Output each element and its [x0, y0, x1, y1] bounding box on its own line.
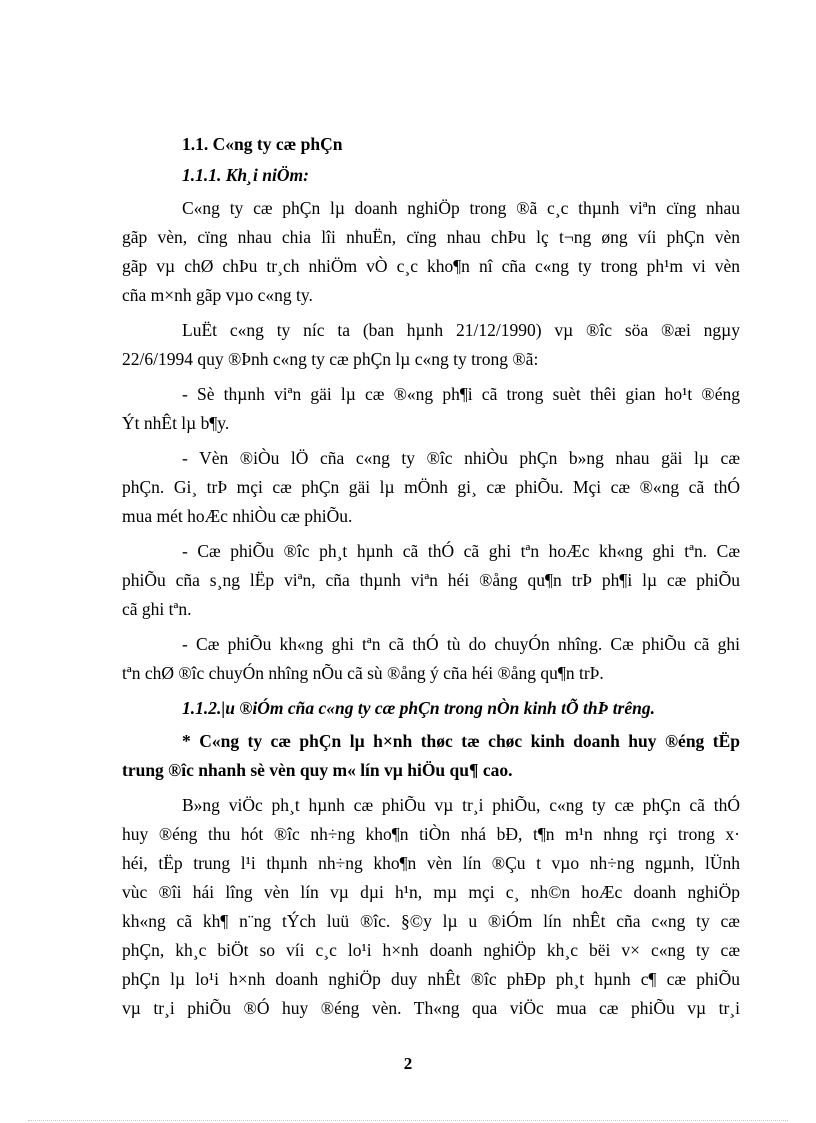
text-line: gãp vèn, cïng nhau chia lîi nhuËn, cïng nhau chÞu lç t¬ng øng víi phÇn vèn	[122, 227, 740, 247]
text-line: - Cæ phiÕu kh«ng ghi tªn cã thÓ tù do chuyÓn nhîng. Cæ phiÕu cã ghi	[182, 634, 740, 654]
text-line: - Sè thµnh viªn gäi lµ cæ ®«ng ph¶i cã trong suèt thêi gian ho¹t ®éng	[182, 384, 740, 404]
text-line: cã ghi tªn.	[122, 599, 192, 619]
paragraph-share-issuance	[122, 537, 740, 624]
text-line: LuËt c«ng ty níc ta (ban hµnh 21/12/1990) vµ ®îc söa ®æi ngµy	[182, 320, 740, 340]
text-line: héi, tËp trung l¹i thµnh nh÷ng kho¶n vèn lín ®Çu t vµo nh÷ng ngµnh, lÜnh	[122, 853, 740, 873]
subsection-heading-advantages: 1.1.2.|u ®iÓm cña c«ng ty cæ phÇn trong nÒn kinh tÕ thÞ trêng.	[182, 698, 655, 718]
paragraph-advantage-capital	[122, 727, 740, 785]
text-line: gãp vµ chØ chÞu tr¸ch nhiÖm vÒ c¸c kho¶n nî cña c«ng ty trong ph¹m vi vèn	[122, 256, 740, 276]
text-line: phÇn. Gi¸ trÞ mçi cæ phÇn gäi lµ mÖnh gi¸ cæ phiÕu. Mçi cæ ®«ng cã thÓ	[122, 477, 740, 497]
text-line: 22/6/1994 quy ®Þnh c«ng ty cæ phÇn lµ c«ng ty trong ®ã:	[122, 349, 539, 369]
page-number: 2	[403, 1054, 413, 1073]
text-line: phÇn lµ lo¹i h×nh doanh nghiÖp duy nhÊt ®îc phÐp ph¸t hµnh c¶ cæ phiÕu	[122, 969, 740, 989]
text-line: trung ®îc nhanh sè vèn quy m« lín vµ hiÖu qu¶ cao.	[122, 760, 513, 780]
section-heading: 1.1. C«ng ty cæ phÇn	[182, 134, 343, 154]
text-line: kh«ng cã kh¶ n¨ng tÝch luü ®îc. §©y lµ u ®iÓm lín nhÊt cña c«ng ty cæ	[122, 911, 740, 931]
text-line: phÇn, kh¸c biÖt so víi c¸c lo¹i h×nh doanh nghiÖp kh¸c bëi v× c«ng ty cæ	[122, 940, 740, 960]
text-line: vùc ®îi hái lîng vèn lín vµ dµi h¹n, mµ mçi c¸ nh©n hoÆc doanh nghiÖp	[122, 882, 740, 902]
paragraph-shareholders	[122, 380, 740, 438]
document-body	[122, 130, 740, 1029]
paragraph-definition	[122, 194, 740, 310]
paragraph-company-law	[122, 316, 740, 374]
text-line: - Vèn ®iÒu lÖ cña c«ng ty ®îc nhiÒu phÇn b»ng nhau gäi lµ cæ	[182, 448, 740, 468]
subsection-heading-definition: 1.1.1. Kh¸i niÖm:	[182, 165, 309, 185]
paragraph-stock-issuance	[122, 791, 740, 1023]
text-line: mua mét hoÆc nhiÒu cæ phiÕu.	[122, 506, 353, 526]
page-bottom-divider	[28, 1120, 788, 1121]
text-line: vµ tr¸i phiÕu ®Ó huy ®éng vèn. Th«ng qua viÖc mua cæ phiÕu vµ tr¸i	[122, 998, 740, 1018]
paragraph-share-transfer	[122, 630, 740, 688]
text-line: huy ®éng thu hót ®îc nh÷ng kho¶n tiÒn nhá bÐ, t¶n m¹n nhng rçi trong x·	[122, 824, 740, 844]
text-line: C«ng ty cæ phÇn lµ doanh nghiÖp trong ®ã c¸c thµnh viªn cïng nhau	[182, 198, 740, 218]
text-line: cña m×nh gãp vµo c«ng ty.	[122, 285, 313, 305]
text-line: Ýt nhÊt lµ b¶y.	[122, 413, 230, 433]
text-line: tªn chØ ®îc chuyÓn nhîng nÕu cã sù ®ång ý cña héi ®ång qu¶n trÞ.	[122, 663, 604, 683]
text-line: B»ng viÖc ph¸t hµnh cæ phiÕu vµ tr¸i phiÕu, c«ng ty cæ phÇn cã thÓ	[182, 795, 740, 815]
text-line: * C«ng ty cæ phÇn lµ h×nh thøc tæ chøc kinh doanh huy ®éng tËp	[182, 731, 740, 751]
text-line: phiÕu cña s¸ng lËp viªn, cña thµnh viªn héi ®ång qu¶n trÞ ph¶i lµ cæ phiÕu	[122, 570, 740, 590]
paragraph-charter-capital	[122, 444, 740, 531]
text-line: - Cæ phiÕu ®îc ph¸t hµnh cã thÓ cã ghi tªn hoÆc kh«ng ghi tªn. Cæ	[182, 541, 740, 561]
